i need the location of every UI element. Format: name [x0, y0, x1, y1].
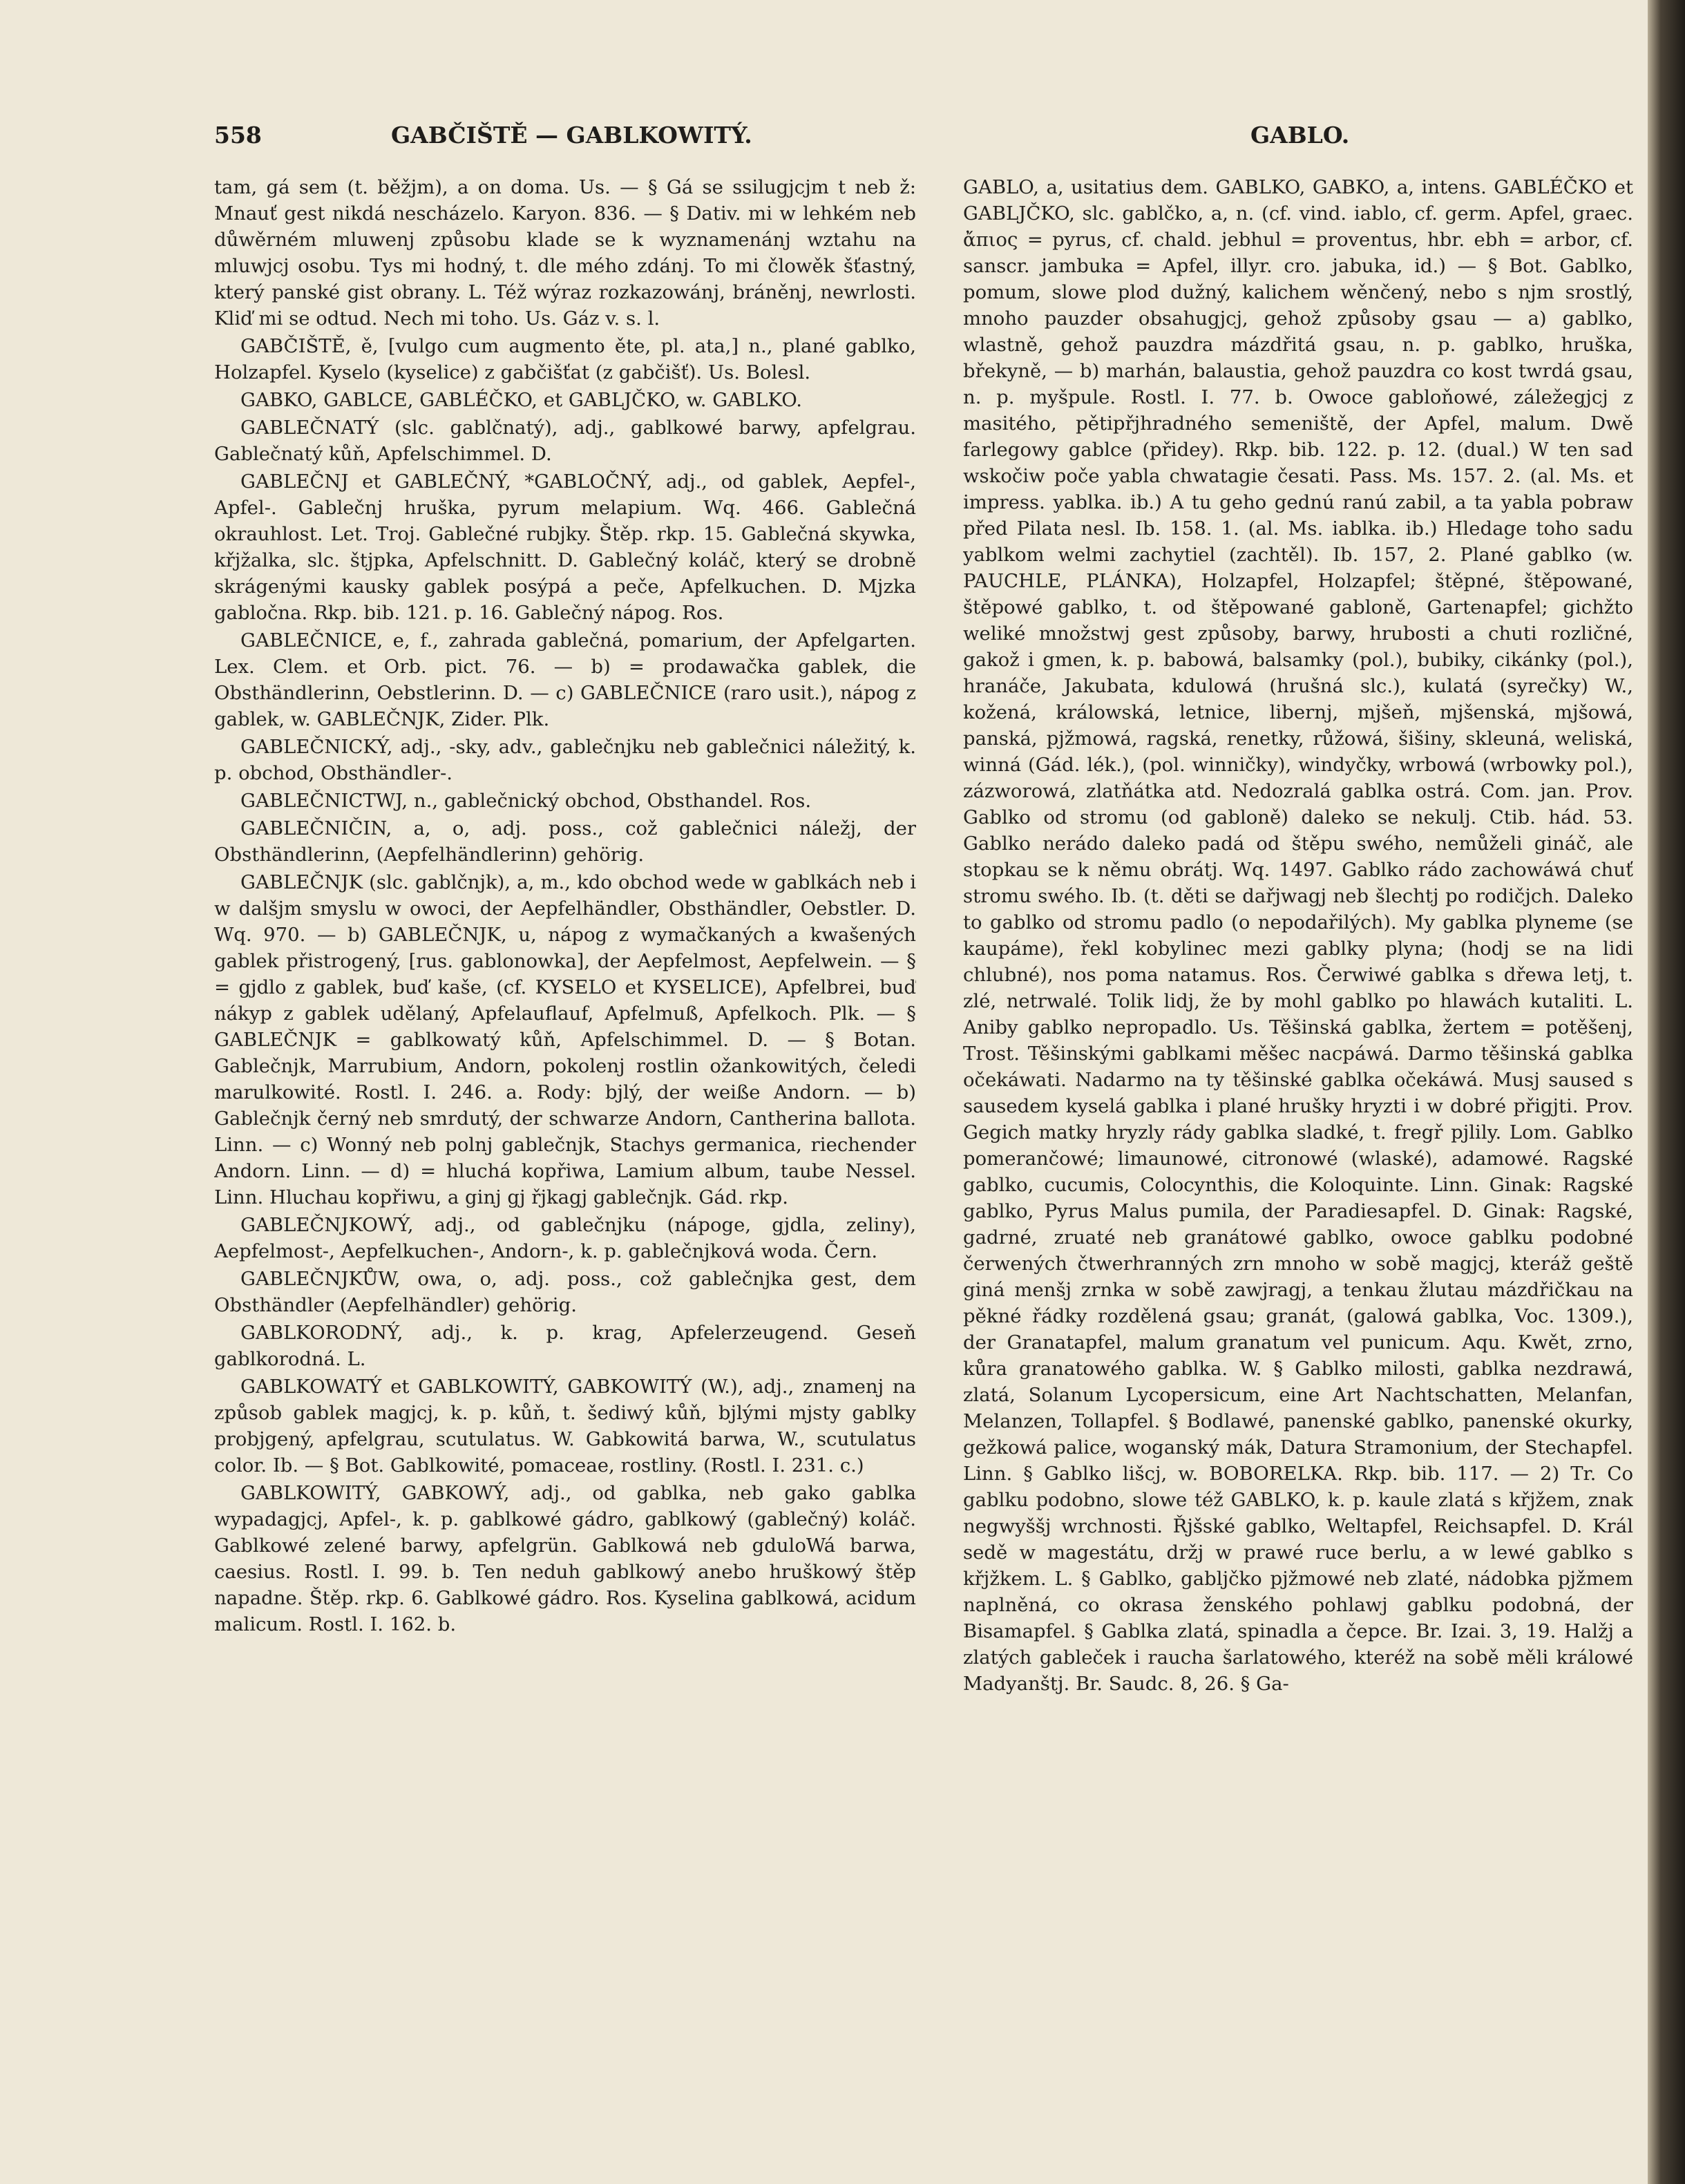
dictionary-entry: GABLKORODNÝ, adj., k. p. krag, Apfelerzeugend. Geseň gablkorodná. L.	[214, 1322, 916, 1370]
dictionary-entry: GABLO, a, usitatius dem. GABLKO, GABKO, a, intens. GABLÉČKO et GABLJČKO, slc. gablčko, a, n. (cf. vind. iablo, cf. germ. Apfel, graec. ἄπιος = pyrus, cf. chald. jebhul = proventus, hbr. ebh = arbor, cf. sanscr. jambuka = Apfel, illyr. cro. jabuka, id.) — § Bot. Gablko, pomum, slowe plod dužný, kalichem wěnčený, nebo s njm srostlý, mnoho pauzder obsahugjcj, gehož způsoby gsau — a) gablko, wlastně, gehož pauzdra mázdřitá gsau, n. p. gablko, hruška, břekyně, — b) marhán, balaustia, gehož pauzdra co kost twrdá gsau, n. p. myšpule. Rostl. I. 77. b. Owoce gabloňowé, záležegjcj z masitého, pětipřjhradného semeniště, der Apfel, malum. Dwě farlegowy gablce (přidey). Rkp. bib. 122. p. 12. (dual.) W ten sad wskočiw poče yabla chwatagie česati. Pass. Ms. 157. 2. (al. Ms. et impress. yablka. ib.) A tu geho gednú ranú zabil, a ta yabla pobraw před Pilata nesl. Ib. 158. 1. (al. Ms. iablka. ib.) Hledage toho sadu yablkom welmi zachytiel (zachtěl). Ib. 157, 2. Plané gablko (w. PAUCHLE, PLÁNKA), Holzapfel, Holzapfel; štěpné, štěpowané, štěpowé gablko, t. od štěpowané gabloně, Gartenapfel; gichžto weliké množstwj gest způsoby, barwy, hrubosti a chuti rozličné, gakož i gmen, k. p. babowá, balsamky (pol.), bubiky, cikánky (pol.), hranáče, Jakubata, kdulowá (hrušná slc.), kulatá (syrečky) W., kožená, králowská, letnice, libernj, mjšeň, mjšenská, mjšowá, panská, pjžmowá, ragská, renetky, růžowá, šišiny, skleuná, weliská, winná (Gád. lék.), (pol. winničky), windyčky, wrbowá (wrbowky pol.), zázworowá, zlatňátka atd. Nedozralá gablka ostrá. Com. jan. Prov. Gablko od stromu (od gabloně) daleko se nekulj. Ctib. hád. 53. Gablko nerádo daleko padá od štěpu swého, nemůželi gináč, ale stopkau se k němu obrátj. Wq. 1497. Gablko rádo zachowáwá chuť stromu swého. Ib. (t. děti se dařjwagj neb šlechtj po rodičjch. Daleko to gablko od stromu padlo (o nepodařilých). My gablka plyneme (se kaupáme), řekl kobylinec mezi gablky plyna; (hodj se na lidi chlubné), nos poma natamus. Ros. Čerwiwé gablka s dřewa letj, t. zlé, netrwalé. Tolik lidj, že by mohl gablko po hlawách kutaliti. L. Aniby gablko nepropadlo. Us. Těšinská gablka, žertem = potěšenj, Trost. Těšinskými gablkami měšec nacpáwá. Darmo těšinská gablka očekáwati. Nadarmo na ty těšinské gablka očekáwá. Musj saused s sausedem kyselá gablka i plané hrušky hryzti i w dobré přigjti. Prov. Gegich matky hryzly rády gablka sladké, t. fregř pjlily. Lom. Gablko pomerančowé; limaunowé, citronowé (wlaské), adamowé. Ragské gablko, cucumis, Colocynthis, die Koloquinte. Linn. Ginak: Ragské gablko, Pyrus Malus pumila, der Paradiesapfel. D. Ginak: Ragské, gadrné, zruaté neb granátowé gablko, owoce gablku podobné čerwených čtwerhranných zrn mnoho w sobě magjcj, kteráž geště giná menšj zrnka w sobě zawjragj, a tenkau žlutau mázdřičkau na pěkné řádky rozdělená gsau; granát, (galowá gablka, Voc. 1309.), der Granatapfel, malum granatum vel punicum. Aqu. Kwět, zrno, kůra granatowého gablka. W. § Gablko milosti, gablka nezdrawá, zlatá, Solanum Lycopersicum, eine Art Nachtschatten, Melanfan, Melanzen, Tollapfel. § Bodlawé, panenské gablko, panenské okurky, gežkowá palice, woganský mák, Datura Stramonium, der Stechapfel. Linn. § Gablko lišcj, w. BOBORELKA. Rkp. bib. 117. — 2) Tr. Co gablku podobno, slowe též GABLKO, k. p. kaule zlatá s křjžem, znak negwyššj wrchnosti. Řjšské gablko, Weltapfel, Reichsapfel. D. Král sedě w magestátu, držj w prawé ruce berlu, a w lewé gablko s křjžkem. L. § Gablko, gabljčko pjžmowé neb zlaté, nádobka pjžmem naplněná, co okrasa ženského pohlawj gablku podobná, der Bisamapfel. § Gablka zlatá, spinadla a čepce. Br. Izai. 3, 19. Halžj a zlatých gableček i raucha šarlatowého, kteréž na sobě měli králowé Madyanštj. Br. Saudc. 8, 26. § Ga-	[963, 176, 1633, 1695]
dictionary-entry: GABLEČNATÝ (slc. gablčnatý), adj., gablkowé barwy, apfelgrau. Gablečnatý kůň, Apfelschimmel. D.	[214, 417, 916, 465]
dictionary-entry: GABLEČNIČIN, a, o, adj. poss., což gablečnici náležj, der Obsthändlerinn, (Aepfelhändlerinn) gehörig.	[214, 817, 916, 866]
dictionary-entry: tam, gá sem (t. běžjm), a on doma. Us. — § Gá se ssilugjcjm t neb ž: Mnauť gest nikdá nescházelo. Karyon. 836. — § Dativ. mi w lehkém neb důwěrném mluwenj způsobu klade se k wyznamenánj wztahu na mluwjcj osobu. Tys mi hodný, t. dle mého zdánj. To mi člowěk šťastný, který panské gist obrany. L. Též wýraz rozkazowánj, bráněnj, newrlosti. Kliď mi se odtud. Nech mi toho. Us. Gáz v. s. l.	[214, 176, 916, 330]
running-head-left: GABČIŠTĚ — GABLKOWITÝ.	[391, 122, 752, 149]
dictionary-entry: GABLEČNJKŮW, owa, o, adj. poss., což gablečnjka gest, dem Obsthändler (Aepfelhändler) gehörig.	[214, 1268, 916, 1316]
dictionary-entry: GABLEČNJKOWÝ, adj., od gablečnjku (nápoge, gjdla, zeliny), Aepfelmost-, Aepfelkuchen-, Andorn-, k. p. gablečnjková woda. Čern.	[214, 1214, 916, 1262]
left-column	[214, 174, 916, 2150]
dictionary-entry: GABLKOWATÝ et GABLKOWITÝ, GABKOWITÝ (W.), adj., znamenj na způsob gablek magjcj, k. p. kůň, t. šediwý kůň, bjlými mjsty gablky probjgený, apfelgrau, scutulatus. W. Gabkowitá barwa, W., scutulatus color. Ib. — § Bot. Gablkowité, pomaceae, rostliny. (Rostl. I. 231. c.)	[214, 1376, 916, 1476]
dictionary-entry: GABLEČNJK (slc. gablčnjk), a, m., kdo obchod wede w gablkách neb i w dalšjm smyslu w owoci, der Aepfelhändler, Obsthändler, Oebstler. D. Wq. 970. — b) GABLEČNJK, u, nápog z wymačkaných a kwašených gablek přistrogený, [rus. gablonowka], der Aepfelmost, Aepfelwein. — § = gjdlo z gablek, buď kaše, (cf. KYSELO et KYSELICE), Apfelbrei, buď nákyp z gablek udělaný, Apfelauflauf, Apfelmuß, Apfelkoch. Plk. — § GABLEČNJK = gablkowatý kůň, Apfelschimmel. D. — § Botan. Gablečnjk, Marrubium, Andorn, pokolenj rostlin ožankowitých, čeledi marulkowité. Rostl. I. 246. a. Rody: bjlý, der weiße Andorn. — b) Gablečnjk černý neb smrdutý, der schwarze Andorn, Cantherina ballota. Linn. — c) Wonný neb polnj gablečnjk, Stachys germanica, riechender Andorn. Linn. — d) = hluchá kopřiwa, Lamium album, taube Nessel. Linn. Hluchau kopřiwu, a ginj gj řjkagj gablečnjk. Gád. rkp.	[214, 871, 916, 1208]
dictionary-entry: GABLEČNJ et GABLEČNÝ, *GABLOČNÝ, adj., od gablek, Aepfel-, Apfel-. Gablečnj hruška, pyrum melapium. Wq. 466. Gablečná okrauhlost. Let. Troj. Gablečné rubjky. Štěp. rkp. 15. Gablečná skywka, křjžalka, slc. štjpka, Apfelschnitt. D. Gablečný koláč, který se drobně skrágenými kausky gablek posýpá a peče, Apfelkuchen. D. Mjzka gabločna. Rkp. bib. 121. p. 16. Gablečný nápog. Ros.	[214, 471, 916, 624]
page-number: 558	[214, 122, 262, 149]
dictionary-entry: GABLEČNICKÝ, adj., -sky, adv., gablečnjku neb gablečnici náležitý, k. p. obchod, Obsthändler-.	[214, 736, 916, 784]
right-column	[963, 174, 1633, 2150]
dictionary-entry: GABLEČNICTWJ, n., gablečnický obchod, Obsthandel. Ros.	[240, 790, 812, 812]
running-head-right: GABLO.	[1250, 122, 1350, 149]
dictionary-entry: GABČIŠTĚ, ě, [vulgo cum augmento ěte, pl. ata,] n., plané gablko, Holzapfel. Kyselo (kyselice) z gabčišťat (z gabčišť). Us. Bolesl.	[214, 335, 916, 383]
dictionary-entry: GABKO, GABLCE, GABLÉČKO, et GABLJČKO, w. GABLKO.	[240, 389, 802, 411]
dictionary-entry: GABLKOWITÝ, GABKOWÝ, adj., od gablka, neb gako gablka wypadagjcj, Apfel-, k. p. gablkowé gádro, gablkowý (gablečný) koláč. Gablkowé zelené barwy, apfelgrün. Gablkowá neb gduloWá barwa, caesius. Rostl. I. 99. b. Ten neduh gablkowý anebo hruškowý štěp napadne. Štěp. rkp. 6. Gablkowé gádro. Ros. Kyselina gablkowá, acidum malicum. Rostl. I. 162. b.	[214, 1482, 916, 1635]
dictionary-entry: GABLEČNICE, e, f., zahrada gablečná, pomarium, der Apfelgarten. Lex. Clem. et Orb. pict. 76. — b) = prodawačka gablek, die Obsthändlerinn, Oebstlerinn. D. — c) GABLEČNICE (raro usit.), nápog z gablek, w. GABLEČNJK, Zider. Plk.	[214, 629, 916, 730]
book-spine-shadow	[1648, 0, 1685, 2184]
